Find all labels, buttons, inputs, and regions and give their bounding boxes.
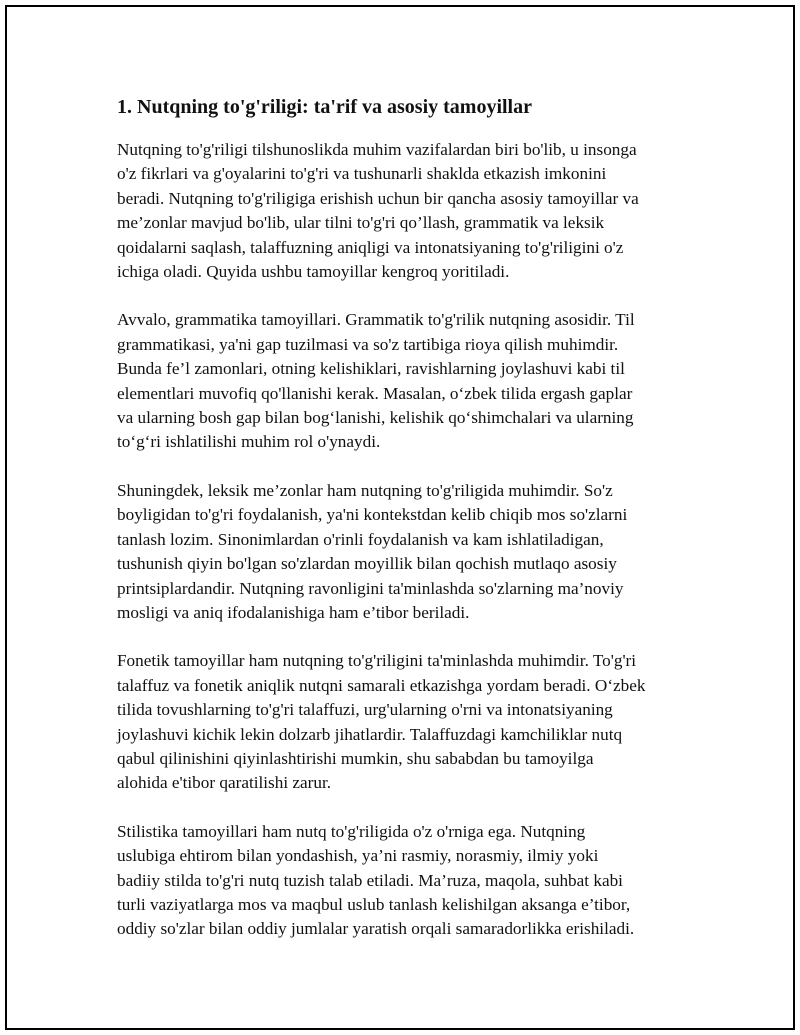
text-line: Fonetik tamoyillar ham nutqning to'g'riligini ta'minlashda muhimdir. To'g'ri: [117, 651, 637, 671]
text-line: Bunda fe’l zamonlari, otning kelishiklari, ravishlarning joylashuvi kabi til: [117, 359, 625, 379]
paragraph-phonetic: [117, 649, 697, 795]
text-line: tanlash lozim. Sinonimlardan o'rinli foydalanish va kam ishlatiladigan,: [117, 529, 604, 549]
text-line: talaffuz va fonetik aniqlik nutqni samarali etkazishga yordam beradi. O‘zbek: [117, 675, 646, 695]
text-line: va ularning bosh gap bilan bog‘lanishi, kelishik qo‘shimchalari va ularning: [117, 408, 634, 428]
document-body: [117, 94, 697, 966]
text-line: o'z fikrlari va g'oyalarini to'g'ri va tushunarli shaklda etkazish imkonini: [117, 164, 607, 184]
text-line: uslubiga ehtirom bilan yondashish, ya’ni rasmiy, norasmiy, ilmiy yoki: [117, 846, 599, 866]
paragraph-lexical: [117, 479, 697, 625]
text-line: to‘g‘ri ishlatilishi muhim rol o'ynaydi.: [117, 432, 381, 452]
paragraph-grammar: [117, 308, 697, 454]
text-line: grammatikasi, ya'ni gap tuzilmasi va so'z tartibiga rioya qilish muhimdir.: [117, 334, 619, 354]
text-line: joylashuvi kichik lekin dolzarb jihatlardir. Talaffuzdagi kamchiliklar nutq: [117, 724, 623, 744]
text-line: turli vaziyatlarga mos va maqbul uslub tanlash kelishilgan aksanga e’tibor,: [117, 894, 631, 914]
text-line: Shuningdek, leksik me’zonlar ham nutqning to'g'riligida muhimdir. So'z: [117, 480, 613, 500]
text-line: Stilistika tamoyillari ham nutq to'g'riligida o'z o'rniga ega. Nutqning: [117, 821, 586, 841]
text-line: printsiplardandir. Nutqning ravonligini ta'minlashda so'zlarning ma’noviy: [117, 578, 624, 598]
paragraph-stylistics: [117, 820, 697, 942]
text-line: qabul qilinishini qiyinlashtirishi mumkin, shu sababdan bu tamoyilga: [117, 748, 594, 768]
paragraph-intro: [117, 138, 697, 284]
text-line: Avvalo, grammatika tamoyillari. Grammatik to'g'rilik nutqning asosidir. Til: [117, 310, 635, 330]
text-line: alohida e'tibor qaratilishi zarur.: [117, 773, 332, 793]
document-title: 1. Nutqning to'g'riligi: ta'rif va asosiy tamoyillar: [117, 96, 532, 118]
text-line: elementlari muvofiq qo'llanishi kerak. Masalan, o‘zbek tilida ergash gaplar: [117, 383, 633, 403]
text-line: boyligidan to'g'ri foydalanish, ya'ni kontekstdan kelib chiqib mos so'zlarni: [117, 505, 628, 525]
text-line: qoidalarni saqlash, talaffuzning aniqligi va intonatsiyaning to'g'riligini o'z: [117, 237, 624, 257]
text-line: Nutqning to'g'riligi tilshunoslikda muhim vazifalardan biri bo'lib, u insonga: [117, 140, 637, 159]
text-line: me’zonlar mavjud bo'lib, ular tilni to'g'ri qo’llash, grammatik va leksik: [117, 213, 605, 233]
text-line: tilida tovushlarning to'g'ri talaffuzi, urg'ularning o'rni va intonatsiyaning: [117, 700, 613, 720]
text-line: mosligi va aniq ifodalanishiga ham e’tibor beriladi.: [117, 602, 470, 622]
text-line: badiiy stilda to'g'ri nutq tuzish talab etiladi. Ma’ruza, maqola, suhbat kabi: [117, 870, 623, 890]
text-line: tushunish qiyin bo'lgan so'zlardan moyillik bilan qochish mutlaqo asosiy: [117, 554, 617, 574]
text-line: oddiy so'zlar bilan oddiy jumlalar yaratish orqali samaradorlikka erishiladi.: [117, 919, 635, 939]
text-line: beradi. Nutqning to'g'riligiga erishish uchun bir qancha asosiy tamoyillar va: [117, 188, 639, 208]
text-line: ichiga oladi. Quyida ushbu tamoyillar kengroq yoritiladi.: [117, 262, 510, 282]
